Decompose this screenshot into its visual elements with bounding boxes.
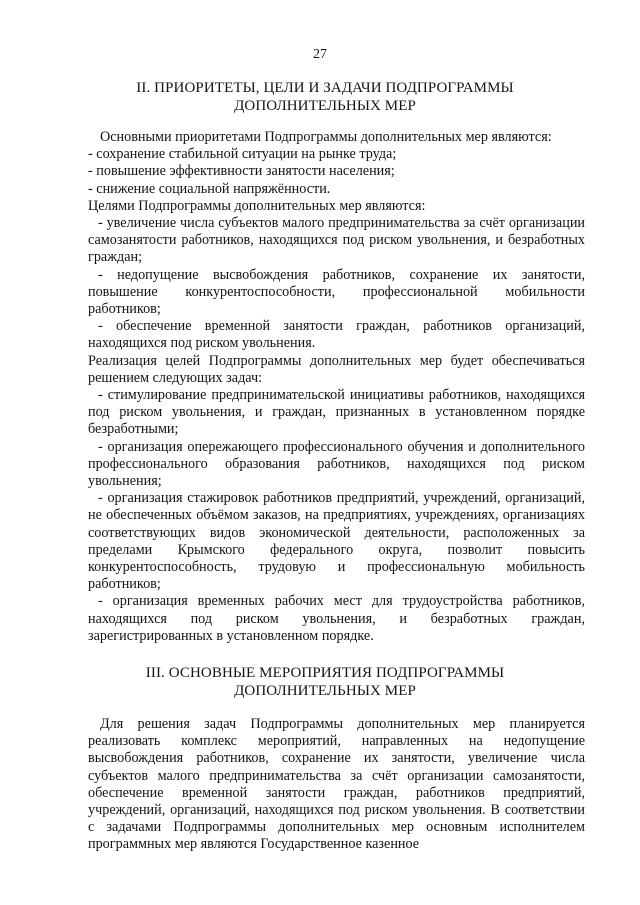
task-item: - организация стажировок работников предприятий, учреждений, организаций, не обеспеченных объёмом заказов, на предприятиях, учреждениях, организациях соответствующих видов экономической деятельности, расположенных за пределами Крымского федерального округа, позволит повысить конкурентоспособность, трудовую и профессиональную мобильность работников;	[88, 490, 585, 593]
section-3-paragraph: Для решения задач Подпрограммы дополнительных мер планируется реализовать комплекс мероприятий, направленных на недопущение высвобождения работников, сохранение их занятости, увеличение числа субъектов малого предпринимательства за счёт организации самозанятости, обеспечение временной занятости граждан, работников предприятий, учреждений, организаций, находящихся под риском увольнения. В соответствии с задачами Подпрограммы дополнительных мер основным исполнителем программных мер являются Государственное казенное	[88, 716, 585, 853]
page-number: 27	[313, 47, 327, 62]
task-item: - организация опережающего профессионального обучения и дополнительного профессионального образования работников, находящихся под риском увольнения;	[88, 438, 585, 490]
goal-item: - недопущение высвобождения работников, сохранение их занятости, повышение конкурентоспособности, профессиональной мобильности работников;	[88, 266, 585, 318]
section-2-heading-line-2: ДОПОЛНИТЕЛЬНЫХ МЕР	[234, 98, 416, 114]
priorities-intro: Основными приоритетами Подпрограммы дополнительных мер являются:	[100, 129, 552, 145]
section-2-heading-line-1: II. ПРИОРИТЕТЫ, ЦЕЛИ И ЗАДАЧИ ПОДПРОГРАММЫ	[136, 80, 514, 96]
priority-item: - сохранение стабильной ситуации на рынке труда;	[88, 146, 397, 163]
tasks-intro: Реализация целей Подпрограммы дополнительных мер будет обеспечиваться решением следующих задач:	[88, 352, 585, 386]
section-2-body	[88, 129, 585, 645]
section-3-heading	[60, 664, 590, 700]
task-item: - стимулирование предпринимательской инициативы работников, находящихся под риском увольнения, и граждан, признанных в установленном порядке безработными;	[88, 387, 585, 438]
section-2-heading	[60, 79, 590, 115]
task-item: - организация временных рабочих мест для трудоустройства работников, находящихся под риском увольнения, и безработных граждан, зарегистрированных в установленном порядке.	[88, 593, 585, 644]
goals-intro: Целями Подпрограммы дополнительных мер являются:	[88, 197, 426, 214]
section-3-body	[88, 716, 585, 854]
goal-item: - увеличение числа субъектов малого предпринимательства за счёт организации самозанятости работников, находящихся под риском увольнения, и безработных граждан;	[88, 215, 585, 266]
section-3-heading-line-1: III. ОСНОВНЫЕ МЕРОПРИЯТИЯ ПОДПРОГРАММЫ	[145, 665, 505, 681]
priority-item: - повышение эффективности занятости населения;	[88, 163, 395, 180]
goal-item: - обеспечение временной занятости граждан, работников организаций, находящихся под риском увольнения.	[88, 318, 585, 352]
priority-item: - снижение социальной напряжённости.	[88, 180, 331, 197]
section-3-heading-line-2: ДОПОЛНИТЕЛЬНЫХ МЕР	[234, 683, 416, 699]
